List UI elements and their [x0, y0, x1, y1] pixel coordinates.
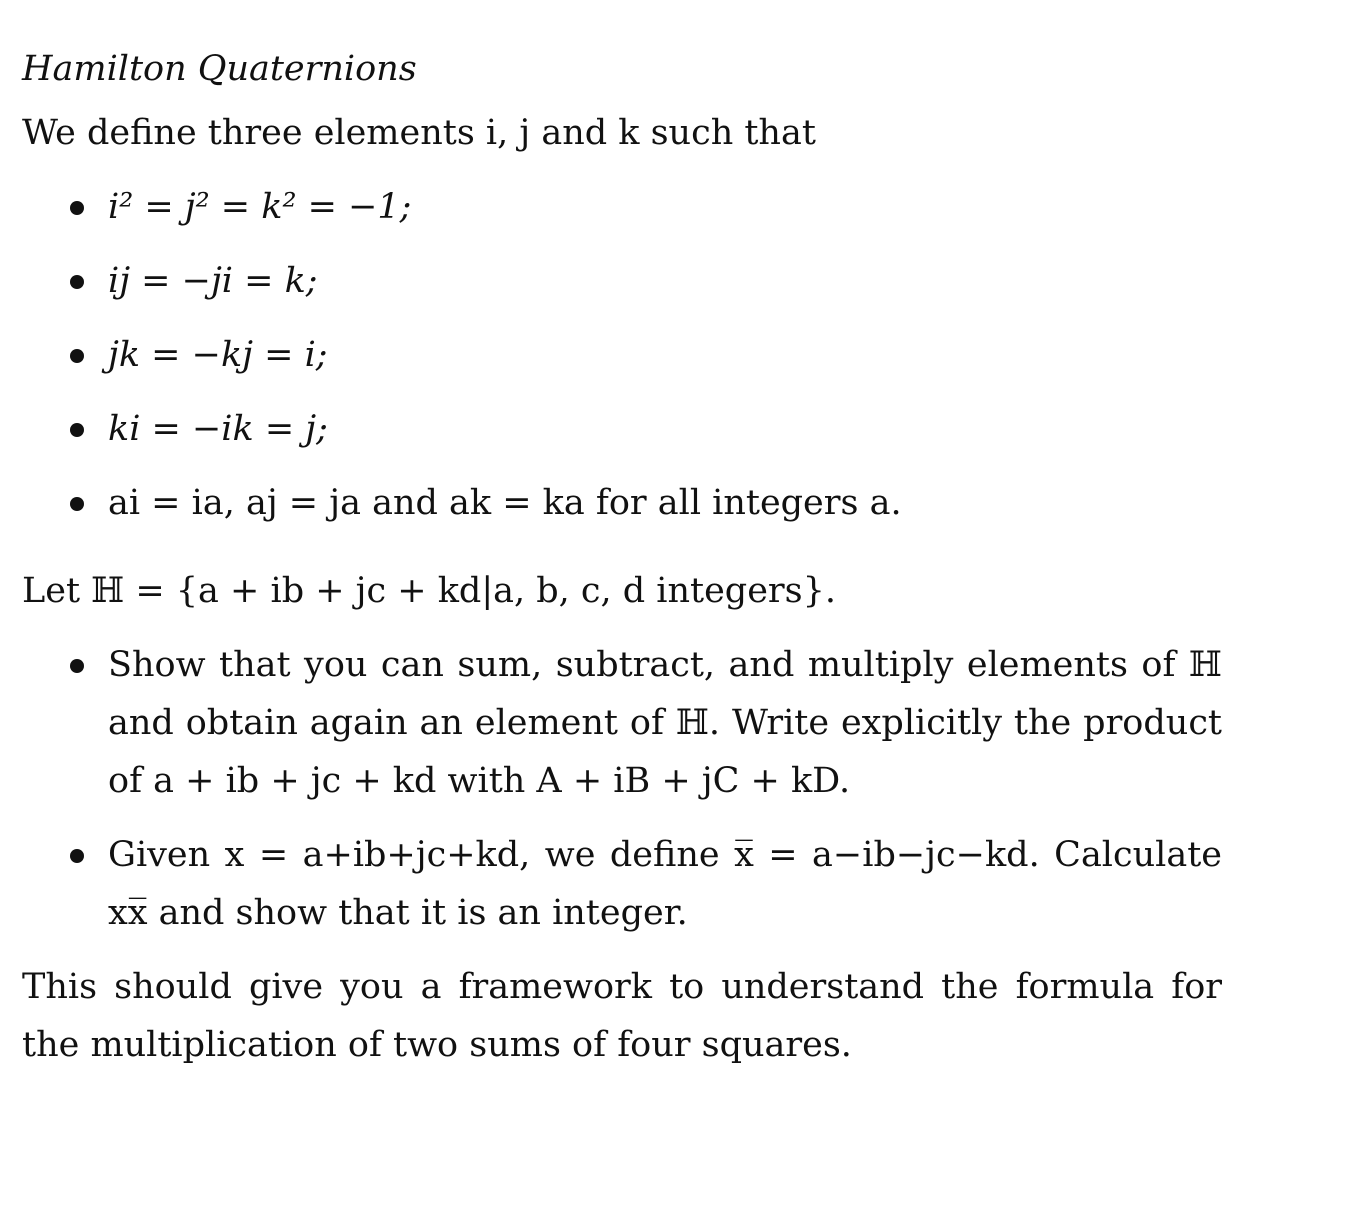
definition-item — [22, 474, 1222, 548]
task-item — [22, 636, 1222, 810]
definition-item — [22, 400, 1222, 474]
bullet-icon — [70, 349, 84, 363]
task-item — [22, 826, 1222, 942]
definition-text: ki = −ik = j; — [108, 409, 328, 449]
bullet-icon — [70, 849, 84, 863]
bullet-icon — [70, 423, 84, 437]
task-text: Show that you can sum, subtract, and multiply elements of ℍ and obtain again an element of ℍ. Write explicitly the product of a + ib + jc + kd with A + iB + jC + kD. — [108, 645, 1222, 801]
closing-paragraph: This should give you a framework to understand the formula for the multiplication of two sums of four squares. — [22, 967, 1222, 1065]
definition-item — [22, 252, 1222, 326]
bullet-icon — [70, 275, 84, 289]
definition-text: i² = j² = k² = −1; — [108, 187, 412, 227]
bullet-icon — [70, 497, 84, 511]
document-page — [22, 40, 1222, 1074]
definition-item — [22, 178, 1222, 252]
definition-item — [22, 326, 1222, 400]
tasks-list — [22, 636, 1222, 942]
definition-text: jk = −kj = i; — [108, 335, 328, 375]
intro-paragraph: We define three elements i, j and k such that — [22, 113, 816, 153]
bullet-icon — [70, 659, 84, 673]
bullet-icon — [70, 201, 84, 215]
definition-text: ai = ia, aj = ja and ak = ka for all integers a. — [108, 483, 902, 523]
section-heading: Hamilton Quaternions — [22, 49, 417, 89]
definitions-list — [22, 178, 1222, 548]
set-definition-paragraph: Let ℍ = {a + ib + jc + kd|a, b, c, d integers}. — [22, 571, 836, 611]
definition-text: ij = −ji = k; — [108, 261, 318, 301]
task-text: Given x = a+ib+jc+kd, we define x̅ = a−ib−jc−kd. Calculate xx̅ and show that it is an integer. — [108, 835, 1222, 933]
